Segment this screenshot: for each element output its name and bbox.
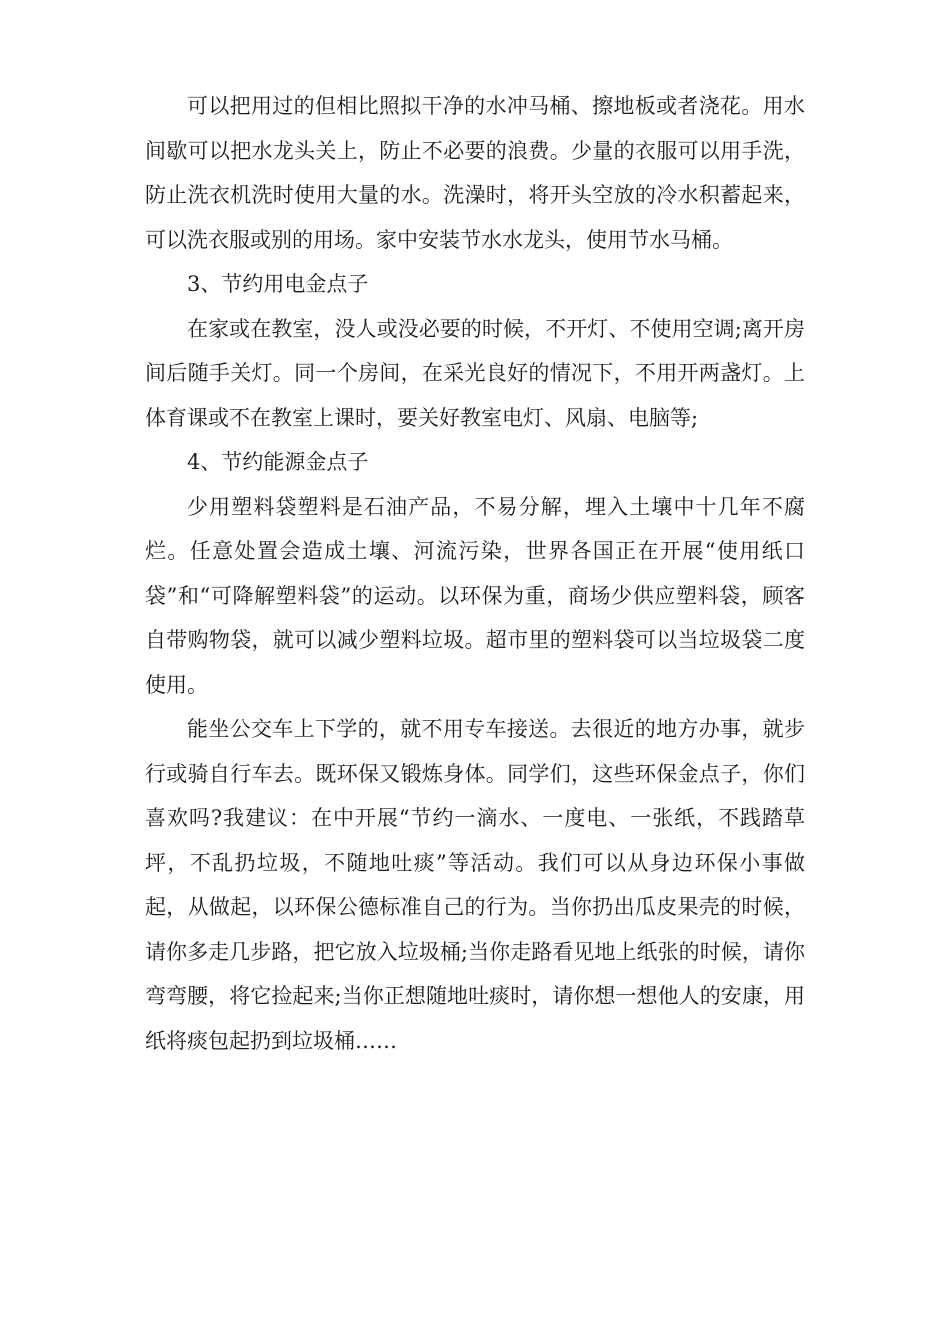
paragraph-water-saving: 可以把用过的但相比照拟干净的水冲马桶、擦地板或者浇花。用水间歇可以把水龙头关上，防止不必要的浪费。少量的衣服可以用手洗，防止洗衣机洗时使用大量的水。洗澡时，将开头空放的冷水积蓄起来，可以洗衣服或别的用场。家中安装节水水龙头，使用节水马桶。 [145,94,805,252]
paragraph-green-commute: 能坐公交车上下学的，就不用专车接送。去很近的地方办事，就步行或骑自行车去。既环保又锻炼身体。同学们，这些环保金点子，你们喜欢吗?我建议：在中开展“节约一滴水、一度电、一张纸，不践踏草坪，不乱扔垃圾，不随地吐痰”等活动。我们可以从身边环保小事做起，从做起，以环保公德标准自己的行为。当你扔出瓜皮果壳的时候，请你多走几步路，把它放入垃圾桶;当你走路看见地上纸张的时候，请你弯弯腰，将它捡起来;当你正想随地吐痰时，请你想一想他人的安康，用纸将痰包起扔到垃圾桶…… [145,717,805,1053]
heading-energy-tips: 4、节约能源金点子 [187,450,369,474]
paragraph-electricity-saving: 在家或在教室，没人或没必要的时候，不开灯、不使用空调;离开房间后随手关灯。同一个房间，在采光良好的情况下，不用开两盏灯。上体育课或不在教室上课时，要关好教室电灯、风扇、电脑等; [145,316,805,430]
document-page [145,84,805,1063]
paragraph-plastic-bags: 少用塑料袋塑料是石油产品，不易分解，埋入土壤中十几年不腐烂。任意处置会造成土壤、河流污染，世界各国正在开展“使用纸口袋”和“可降解塑料袋”的运动。以环保为重，商场少供应塑料袋，顾客自带购物袋，就可以减少塑料垃圾。超市里的塑料袋可以当垃圾袋二度使用。 [145,494,805,697]
heading-electricity-tips: 3、节约用电金点子 [187,272,369,296]
